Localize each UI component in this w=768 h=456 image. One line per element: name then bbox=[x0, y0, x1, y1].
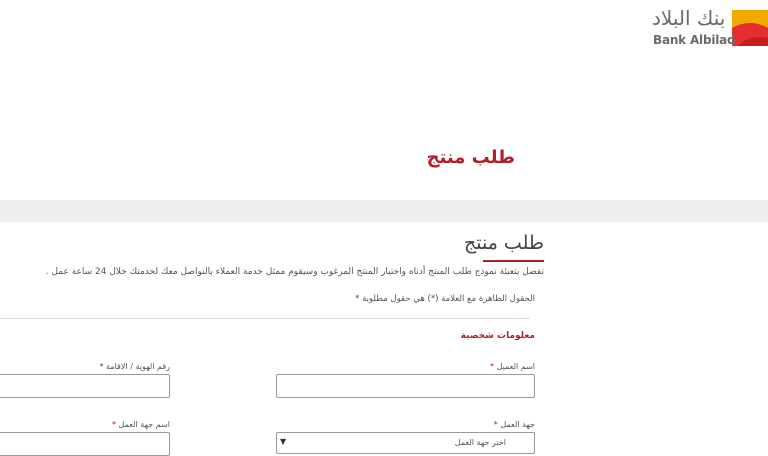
form-title: طلب منتج bbox=[463, 232, 544, 254]
brand-name-arabic: بنك البلاد bbox=[652, 6, 726, 30]
id-number-input[interactable] bbox=[0, 374, 170, 398]
section-title-personal: معلومات شخصية bbox=[460, 331, 535, 341]
bank-albilad-logo-icon[interactable] bbox=[732, 10, 768, 46]
required-note bbox=[355, 294, 535, 304]
required-star: * bbox=[355, 294, 360, 304]
form-divider bbox=[0, 318, 530, 319]
hero-title: طلب منتج bbox=[426, 147, 515, 168]
customer-name-input[interactable] bbox=[276, 374, 535, 398]
required-note-text: الحقول الظاهرة مع العلامة (*) هي حقول مطلوبة bbox=[362, 294, 535, 304]
site-header bbox=[0, 0, 768, 60]
employer-type-label: جهة العمل * bbox=[493, 420, 535, 429]
id-number-label: رقم الهوية / الاقامة * bbox=[99, 362, 170, 371]
section-band bbox=[0, 200, 768, 222]
employer-type-select[interactable] bbox=[276, 432, 535, 454]
employer-name-input[interactable] bbox=[0, 432, 170, 456]
customer-name-label: اسم العميل * bbox=[490, 362, 535, 371]
form-intro: تفضل بتعبئة نموذج طلب المنتج أدناه واختيار المنتج المرغوب وسيقوم ممثل خدمة العملاء بالتواصل معك لخدمتك خلال 24 ساعة عمل . bbox=[45, 267, 544, 277]
form-title-underline bbox=[483, 260, 544, 262]
employer-type-selected: اختر جهة العمل bbox=[454, 438, 506, 447]
brand-name-english: Bank Albilad bbox=[653, 33, 736, 47]
chevron-down-icon: ▼ bbox=[280, 437, 287, 446]
employer-name-label: اسم جهة العمل * bbox=[111, 420, 170, 429]
